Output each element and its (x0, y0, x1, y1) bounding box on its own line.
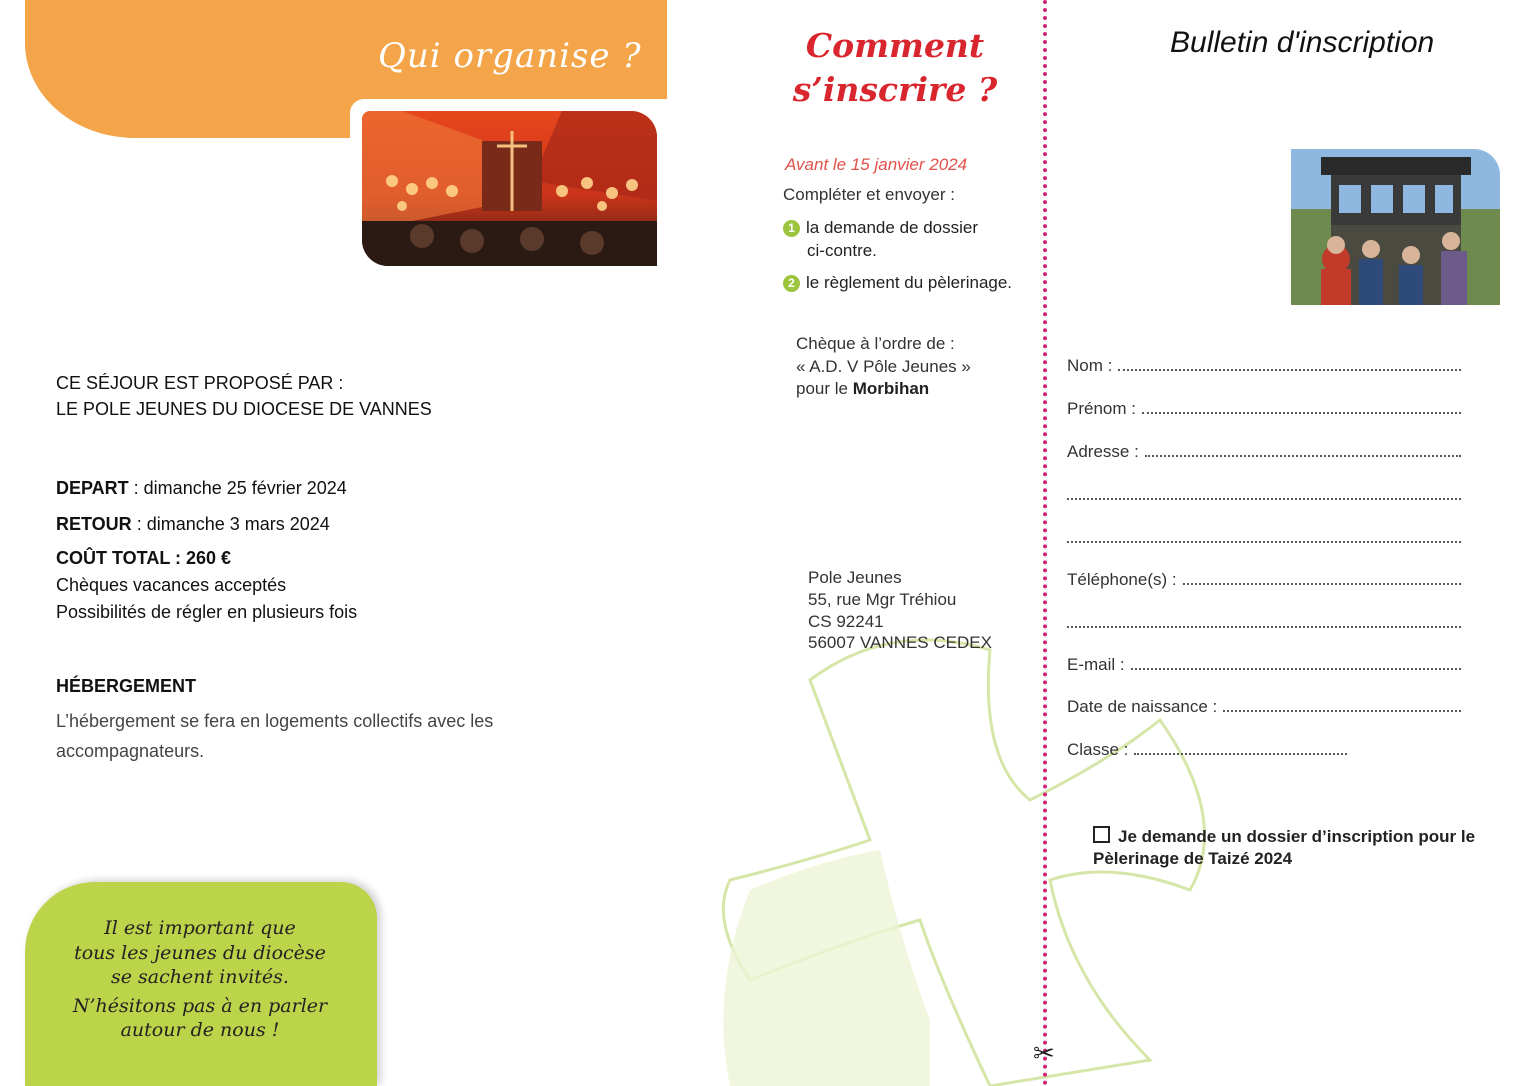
callout-line: autour de nous ! (120, 1019, 280, 1041)
retour-value: : dimanche 3 mars 2024 (131, 514, 330, 534)
title-line-1: Comment (805, 26, 985, 65)
request-line-2: Pèlerinage de Taizé 2024 (1093, 849, 1293, 868)
request-checkbox[interactable] (1093, 826, 1110, 843)
callout-line: N’hésitons pas à en parler (72, 994, 328, 1017)
field-nom[interactable] (1067, 355, 1461, 377)
total-cost: COÛT TOTAL : 260 € (56, 548, 232, 568)
field-adresse[interactable] (1067, 441, 1461, 463)
fill-line[interactable] (1223, 696, 1461, 712)
field-date-naissance[interactable] (1067, 696, 1461, 718)
address-line: 56007 VANNES CEDEX (808, 633, 992, 653)
organizer-intro (56, 370, 432, 422)
cut-line (1043, 0, 1047, 1086)
field-label: Nom : (1067, 356, 1113, 375)
step-text: le règlement du pèlerinage. (806, 273, 1013, 292)
accommodation-title: HÉBERGEMENT (56, 676, 197, 696)
fill-line[interactable] (1067, 484, 1461, 500)
step-number-badge: 1 (783, 220, 800, 237)
fill-line[interactable] (1067, 612, 1461, 628)
depart-label: DEPART (56, 478, 129, 498)
field-label: E-mail : (1067, 655, 1125, 674)
dossier-request[interactable] (1093, 826, 1513, 870)
field-classe[interactable] (1067, 739, 1347, 761)
step-text-continued: ci-contre. (807, 241, 877, 260)
section-title-qui-organise: Qui organise ? (378, 36, 642, 76)
field-email[interactable] (1067, 654, 1461, 676)
fill-line[interactable] (1067, 527, 1461, 543)
retour-label: RETOUR (56, 514, 132, 534)
field-prenom[interactable] (1067, 398, 1461, 420)
field-label: Téléphone(s) : (1067, 570, 1177, 589)
intro-line-2: LE POLE JEUNES DU DIOCESE DE VANNES (56, 399, 432, 419)
fill-line[interactable] (1145, 441, 1461, 457)
form-title: Bulletin d'inscription (1170, 26, 1435, 59)
accommodation-text: L’hébergement se fera en logements collectifs avec les accompagnateurs. (56, 711, 494, 761)
fill-line[interactable] (1142, 398, 1461, 414)
request-line-1: Je demande un dossier d’inscription pour le (1118, 827, 1476, 846)
cost-note-1: Chèques vacances acceptés (56, 575, 287, 595)
field-telephone[interactable] (1067, 569, 1461, 591)
cheque-department: Morbihan (852, 379, 930, 398)
cheque-line-2: « A.D. V Pôle Jeunes » (796, 356, 971, 376)
cost-block (56, 545, 357, 626)
intro-line-1: CE SÉJOUR EST PROPOSÉ PAR : (56, 373, 344, 393)
trip-dates (56, 476, 347, 548)
field-label: Adresse : (1067, 442, 1139, 461)
step-item (783, 216, 1043, 262)
section-title-comment-sinscrire (780, 24, 1010, 112)
field-label: Prénom : (1067, 399, 1136, 418)
cheque-line-1: Chèque à l’ordre de : (796, 334, 955, 353)
bell-tower-photo (1291, 149, 1500, 305)
field-label: Date de naissance : (1067, 697, 1218, 716)
callout-line: Il est important que (104, 917, 296, 939)
depart-row (56, 476, 347, 512)
callout-line: tous les jeunes du diocèse (74, 941, 326, 964)
field-label: Classe : (1067, 740, 1129, 759)
deadline-text: Avant le 15 janvier 2024 (785, 155, 968, 174)
callout-line: se sachent invités. (111, 966, 289, 988)
title-line-2: s’inscrire ? (792, 70, 998, 109)
green-callout-text (40, 916, 360, 1043)
step-number-badge: 2 (783, 275, 800, 292)
depart-value: : dimanche 25 février 2024 (128, 478, 347, 498)
cheque-instructions (796, 333, 971, 401)
address-line: 55, rue Mgr Tréhiou (808, 589, 957, 609)
step-text: la demande de dossier (806, 218, 979, 237)
fill-line[interactable] (1118, 355, 1461, 371)
scissors-icon: ✂ (1033, 1038, 1055, 1068)
instruction-text: Compléter et envoyer : (783, 185, 955, 204)
address-line: Pole Jeunes (808, 568, 902, 587)
field-adresse-line-2[interactable] (1067, 484, 1461, 506)
cost-note-2: Possibilités de régler en plusieurs fois (56, 602, 358, 622)
fill-line[interactable] (1134, 739, 1347, 755)
fill-line[interactable] (1183, 569, 1461, 585)
cheque-line-3 (796, 378, 971, 401)
step-item (783, 271, 1043, 294)
fill-line[interactable] (1131, 654, 1461, 670)
postal-address (808, 567, 992, 654)
address-line: CS 92241 (808, 611, 884, 631)
cheque-prefix: pour le (796, 379, 853, 398)
field-adresse-line-3[interactable] (1067, 527, 1461, 549)
retour-row (56, 512, 347, 548)
church-photo (362, 111, 657, 266)
field-telephone-line-2[interactable] (1067, 612, 1461, 634)
